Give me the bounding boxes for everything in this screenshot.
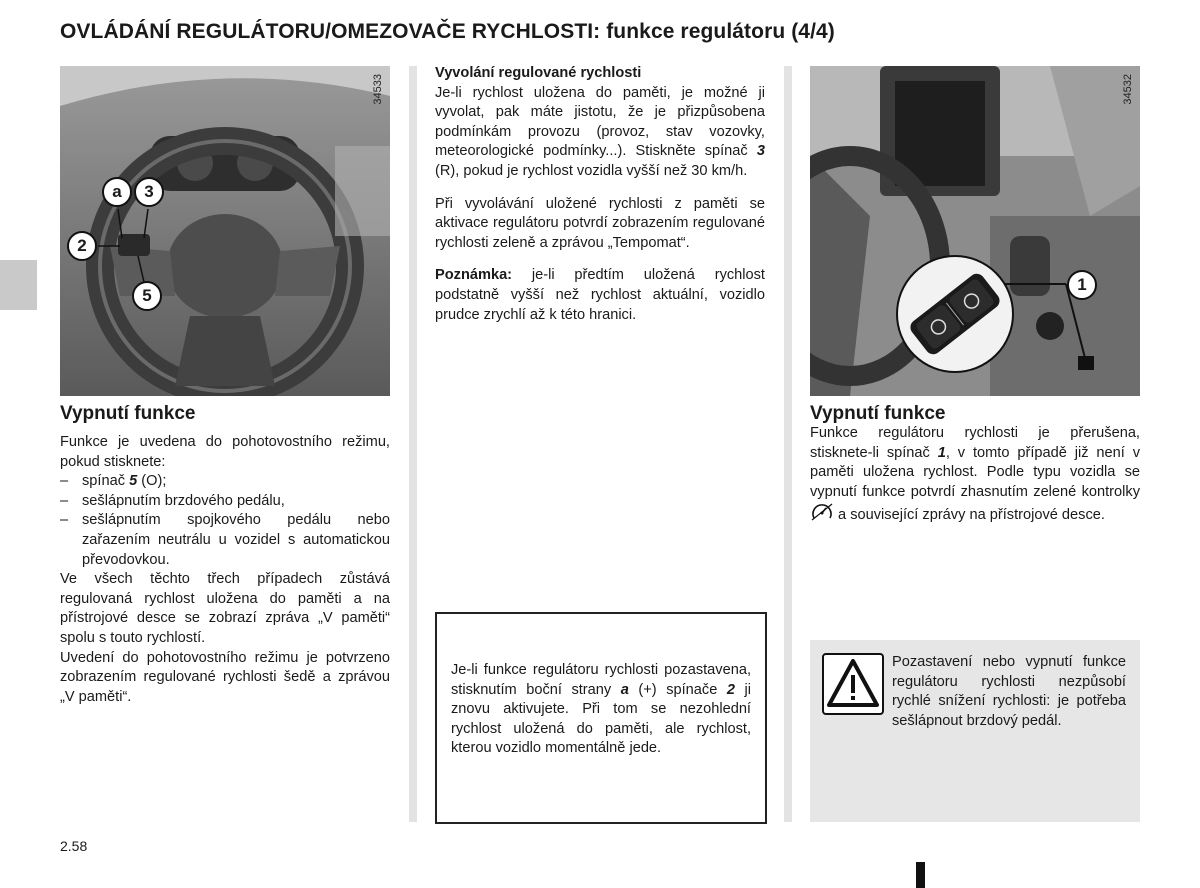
col2-note — [435, 266, 765, 325]
bullet-text-part: (O); — [137, 473, 167, 490]
warning-icon-spacer — [822, 653, 892, 715]
switch-number: 2 — [726, 681, 735, 698]
callout-leader-lines — [60, 66, 390, 396]
col2-paragraph: Při vyvolávání uložené rychlosti z paměti se aktivace regulátoru potvrdí zobrazením regulované rychlosti zeleně a zprávou „Tempomat“. — [435, 195, 765, 251]
cruise-control-indicator-icon — [810, 502, 834, 529]
warning-box — [810, 640, 1140, 822]
col1-intro: Funkce je uvedena do pohotovostního režimu, pokud stisknete: — [60, 434, 390, 470]
text-part: (+) spínače — [628, 681, 727, 698]
col2-paragraph — [435, 84, 765, 182]
text-part: a související zprávy na přístrojové desce. — [834, 507, 1105, 524]
switch-number: 5 — [129, 473, 138, 490]
bullet-text: sešlápnutím spojkového pedálu nebo zařazením neutrálu u vozidel s automatickou převodovkou. — [82, 512, 390, 568]
figure-number: 34533 — [372, 74, 384, 105]
col1-body — [60, 433, 390, 707]
bullet-item — [60, 511, 390, 570]
text-part: ji znovu aktivujete. Při tom se nezohlední rychlost uložená do paměti, ale rychlost, kterou vozidlo momentálně jede. — [451, 681, 751, 757]
text-part: Je-li funkce regulátoru rychlosti pozastavena, stisknutím boční strany — [451, 662, 751, 698]
callout-2: 2 — [67, 231, 97, 261]
chapter-tab — [0, 260, 37, 310]
switch-zoom-detail — [810, 66, 1140, 396]
callout-3: 3 — [134, 177, 164, 207]
bullet-item — [60, 492, 390, 512]
text-part: (R), pokud je rychlost vozidla vyšší než 30 km/h. — [435, 162, 748, 179]
note-label: Poznámka: — [435, 267, 513, 284]
col1-paragraph: Ve všech těchto třech případech zůstává regulovaná rychlost uložena do paměti a na přístrojové desce se zobrazí zpráva „V paměti“ spolu s touto rychlostí. — [60, 571, 390, 646]
switch-side: a — [620, 681, 629, 698]
callout-5: 5 — [132, 281, 162, 311]
callout-1: 1 — [1067, 270, 1097, 300]
bullet-item — [60, 472, 390, 492]
text-part: , v tomto případě již není v paměti uložena rychlost. Podle typu vozidla se vypnutí funkce potvrdí zhasnutím zelené kontrolky — [810, 444, 1141, 500]
col3-body — [810, 424, 1140, 529]
col2-body — [435, 64, 765, 325]
col2-heading: Vyvolání regulované rychlosti — [435, 65, 642, 81]
info-box-text — [451, 661, 751, 759]
page-title: OVLÁDÁNÍ REGULÁTORU/OMEZOVAČE RYCHLOSTI: funkce regulátoru (4/4) — [60, 20, 835, 43]
warning-text — [822, 653, 1126, 731]
switch-number: 3 — [756, 143, 765, 160]
figure-number: 34532 — [1122, 74, 1134, 105]
bullet-dash: – — [60, 473, 69, 490]
col1-paragraph: Uvedení do pohotovostního režimu je potvrzeno zobrazením regulované rychlosti šedě a zprávou „V paměti“. — [60, 649, 390, 705]
column-separator — [409, 66, 417, 822]
column-separator — [784, 66, 792, 822]
text-part: Pozastavení nebo vypnutí funkce regulátoru rychlosti nezpůsobí rychlé snížení rychlosti: je potřeba sešlápnout brzdový pedál. — [892, 654, 1126, 729]
text-part: Funkce regulátoru rychlosti je přerušena, stisknete-li spínač — [810, 425, 1140, 461]
info-box — [435, 612, 767, 824]
col3-heading: Vypnutí funkce — [810, 403, 946, 424]
callout-a: a — [102, 177, 132, 207]
bullet-dash: – — [60, 492, 69, 509]
bullet-text-part: spínač — [82, 473, 130, 490]
bullet-text: sešlápnutím brzdového pedálu, — [82, 492, 285, 509]
bullet-text — [82, 472, 166, 492]
print-mark — [916, 862, 925, 888]
console-figure — [810, 66, 1140, 396]
steering-wheel-figure — [60, 66, 390, 396]
bullet-dash: – — [60, 512, 69, 529]
col1-heading: Vypnutí funkce — [60, 403, 196, 424]
switch-number: 1 — [937, 444, 946, 461]
text-part: je-li předtím uložená rychlost podstatně vyšší než rychlost aktuální, vozidlo prudce zrychlí až k této hranici. — [435, 267, 765, 323]
text-part: Je-li rychlost uložena do paměti, je možné ji vyvolat, pak máte jistotu, že je přizpůsobena podmínkám provozu (provoz, stav vozovky, meteorologické podmínky...). Stiskněte spínač — [435, 84, 765, 160]
page-number: 2.58 — [60, 838, 88, 854]
